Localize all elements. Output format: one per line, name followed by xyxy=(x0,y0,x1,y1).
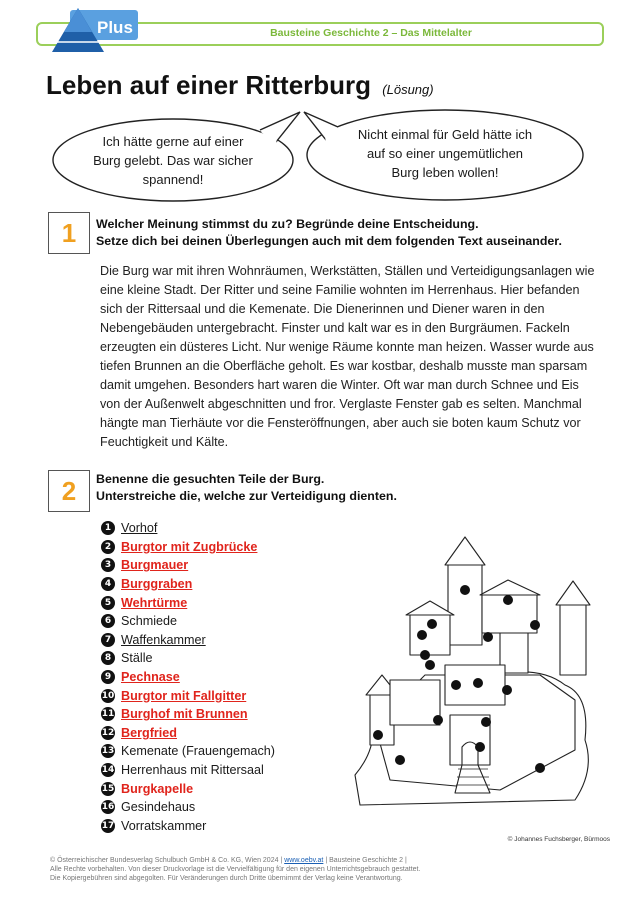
task2-instruction: Benenne die gesuchten Teile der Burg. Unterstreiche die, welche zur Verteidigung dienten. xyxy=(96,472,397,503)
logo-text: Plus xyxy=(97,18,133,37)
castle-part-label: Pechnase xyxy=(121,670,180,685)
speech-bubble-left-text: Ich hätte gerne auf einer Burg gelebt. Das war sicher spannend! xyxy=(93,134,253,187)
number-marker: 16 xyxy=(101,802,115,813)
header-subtitle: Bausteine Geschichte 2 – Das Mittelalter xyxy=(270,27,472,39)
task1-instruction: Welcher Meinung stimmst du zu? Begründe deine Entscheidung. Setze dich bei deinen Überlegungen auch mit dem folgenden Text auseinander. xyxy=(96,217,562,248)
castle-part-label: Bergfried xyxy=(121,725,177,740)
list-item xyxy=(101,538,341,557)
list-item xyxy=(101,761,341,780)
list-item xyxy=(101,705,341,724)
page-title-main: Leben auf einer Ritterburg xyxy=(46,70,372,100)
number-marker: 12 xyxy=(101,727,115,738)
list-item xyxy=(101,649,341,668)
task1-text: Die Burg war mit ihren Wohnräumen, Werkstätten, Ställen und Verteidigungsanlagen wie eine kleine Stadt. Der Ritter und seine Familie wohnten im Herrenhaus. Hier befanden sich der Rittersaal und die Kemenate. Die Dienerinnen und Diener waren in den Nebengebäuden untergebracht. Finster und kalt war es in den Burgräumen. Fackeln erzeugten ein düsteres Licht. Nur wenige Räume konnte man heizen. Wasser wurde aus tiefen Brunnen an die Oberfläche geholt. Es war kostbar, deshalb musste man sparsam damit umgehen. Besonders hart waren die Winter. Oft war man durch Schnee und Eis von der Außenwelt abgeschnitten und fror. Verglaste Fenster gab es selten. Manchmal hängte man Tierhäute vor die Fensteröffnungen, aber auch sie boten kaum Schutz vor Feuchtigkeit und Kälte. xyxy=(100,264,595,449)
list-item xyxy=(101,798,341,817)
image-credit: © Johannes Fuchsberger, Bürmoos xyxy=(507,836,610,843)
castle-part-label: Herrenhaus mit Rittersaal xyxy=(121,763,264,778)
page-title-note: (Lösung) xyxy=(382,82,434,97)
list-item xyxy=(101,631,341,650)
publisher-link[interactable]: www.oebv.at xyxy=(284,857,324,864)
castle-part-label: Burgmauer xyxy=(121,558,189,573)
list-item xyxy=(101,779,341,798)
list-item xyxy=(101,742,341,761)
castle-part-label: Burgtor mit Fallgitter xyxy=(121,688,247,703)
number-marker: 4 xyxy=(101,577,115,591)
castle-illustration xyxy=(350,525,600,830)
castle-part-label: Kemenate (Frauengemach) xyxy=(121,744,276,759)
number-marker: 3 xyxy=(101,558,115,572)
castle-part-label: Vorratskammer xyxy=(121,818,207,833)
castle-part-label: Burgtor mit Zugbrücke xyxy=(121,539,258,554)
list-item xyxy=(101,668,341,687)
number-marker: 15 xyxy=(101,783,115,794)
number-marker: 11 xyxy=(101,709,115,720)
castle-part-label: Vorhof xyxy=(121,521,158,536)
list-item xyxy=(101,686,341,705)
number-marker: 5 xyxy=(101,596,115,610)
list-item xyxy=(101,724,341,743)
castle-part-label: Wehrtürme xyxy=(121,595,188,610)
castle-part-label: Ställe xyxy=(121,651,153,666)
list-item xyxy=(101,519,341,538)
speech-bubble-right-text: Nicht einmal für Geld hätte ich auf so einer ungemütlichen Burg leben wollen! xyxy=(357,127,533,180)
task-number-1: 1 xyxy=(48,212,90,254)
number-marker: 6 xyxy=(101,614,115,628)
castle-part-label: Gesindehaus xyxy=(121,800,196,815)
list-item xyxy=(101,817,341,836)
number-marker: 13 xyxy=(101,746,115,757)
list-item xyxy=(101,593,341,612)
castle-part-label: Waffenkammer xyxy=(121,632,206,647)
task-number-2: 2 xyxy=(48,470,90,512)
number-marker: 9 xyxy=(101,670,115,684)
castle-part-label: Burghof mit Brunnen xyxy=(121,707,248,722)
list-item xyxy=(101,612,341,631)
castle-parts-list xyxy=(101,519,341,835)
footer: © Österreichischer Bundesverlag Schulbuch GmbH & Co. KG, Wien 2024 | www.oebv.at | Bausteine Geschichte 2 | Alle Rechte vorbehalten. Von dieser Druckvorlage ist die Vervielfältigung für den eigenen Unterrichtsgebrauch gestattet. Die Kopiergebühren sind abgegolten. Für Veränderungen durch Dritte übernimmt der Verlag keine Verantwortung. xyxy=(50,857,421,882)
number-marker: 1 xyxy=(101,521,115,535)
castle-part-label: Schmiede xyxy=(121,614,178,629)
number-marker: 7 xyxy=(101,633,115,647)
list-item xyxy=(101,556,341,575)
number-marker: 17 xyxy=(101,820,115,831)
number-marker: 2 xyxy=(101,540,115,554)
number-marker: 8 xyxy=(101,651,115,665)
number-marker: 14 xyxy=(101,765,115,776)
list-item xyxy=(101,575,341,594)
number-marker: 10 xyxy=(101,690,115,701)
castle-part-label: Burggraben xyxy=(121,577,193,592)
castle-part-label: Burgkapelle xyxy=(121,781,194,796)
